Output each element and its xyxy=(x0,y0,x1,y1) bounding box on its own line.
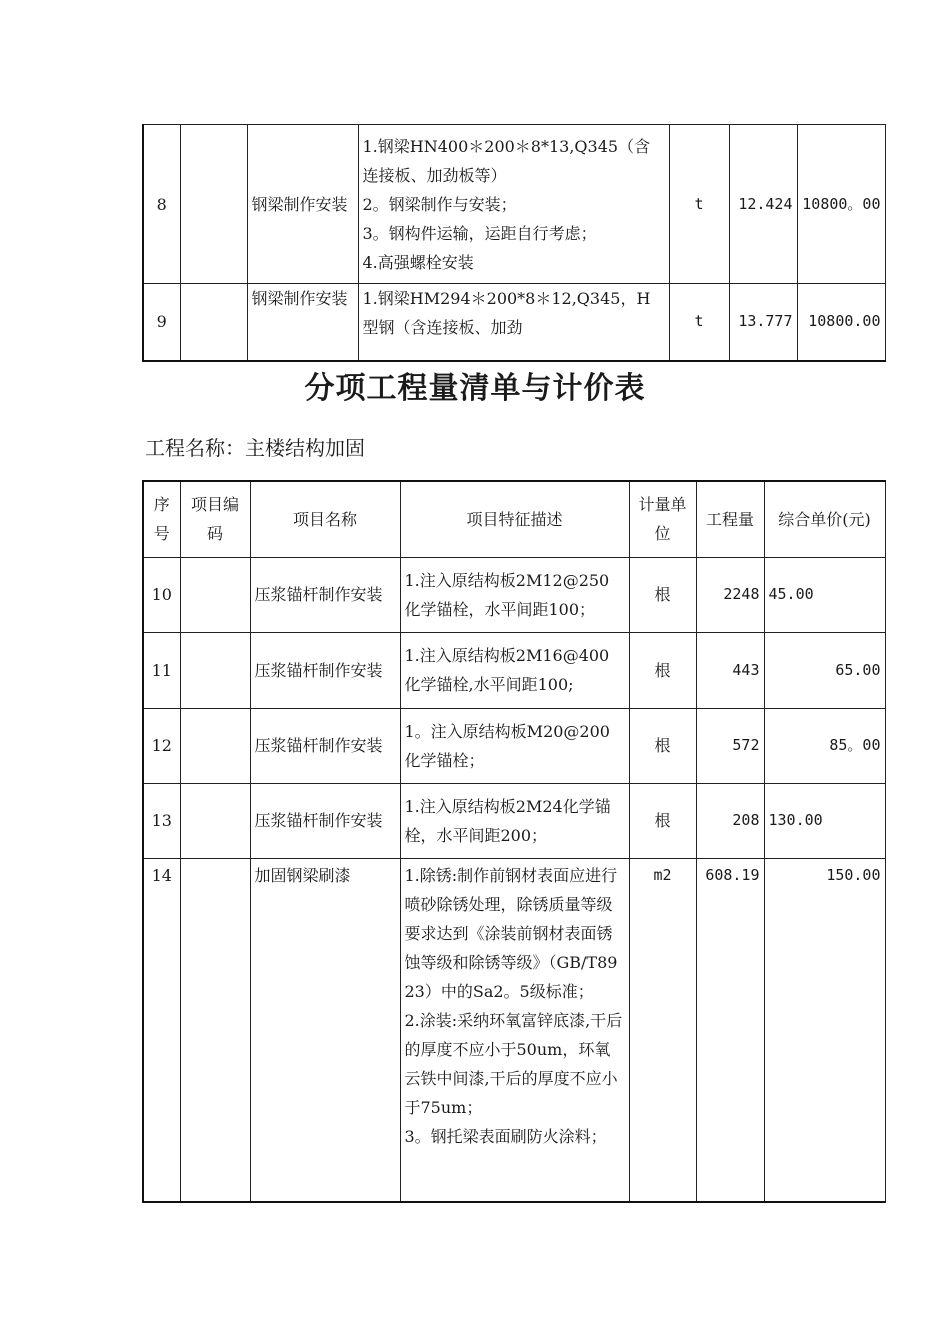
table-row xyxy=(143,557,885,632)
unit: 根 xyxy=(629,783,696,858)
quantity: 2248 xyxy=(696,557,764,632)
project-name: 工程名称：主楼结构加固 xyxy=(145,436,365,460)
header-quantity: 工程量 xyxy=(696,481,764,557)
item-name: 压浆锚杆制作安装 xyxy=(250,632,400,708)
item-code xyxy=(180,557,250,632)
quantity: 12.424 xyxy=(729,125,797,284)
quantity: 208 xyxy=(696,783,764,858)
unit: 根 xyxy=(629,557,696,632)
item-description: 1.注入原结构板2M24化学锚栓，水平间距200； xyxy=(400,783,629,858)
page-title: 分项工程量清单与计价表 xyxy=(304,371,646,406)
row-number: 12 xyxy=(143,708,180,783)
unit: m2 xyxy=(629,858,696,1202)
unit-price: 45.00 xyxy=(764,557,885,632)
continued-bill-table xyxy=(142,124,886,362)
item-description: 1.钢梁HM294＊200*8＊12,Q345，H型钢（含连接板、加劲 xyxy=(358,284,669,361)
header-no: 序号 xyxy=(143,481,180,557)
table-row xyxy=(143,125,885,284)
row-number: 14 xyxy=(143,858,180,1202)
header-unit: 计量单位 xyxy=(629,481,696,557)
item-description: 1.注入原结构板2M12@250化学锚栓，水平间距100； xyxy=(400,557,629,632)
unit-price: 130.00 xyxy=(764,783,885,858)
item-code xyxy=(180,858,250,1202)
row-number: 11 xyxy=(143,632,180,708)
item-name: 压浆锚杆制作安装 xyxy=(250,708,400,783)
unit-price: 85。00 xyxy=(764,708,885,783)
row-number: 13 xyxy=(143,783,180,858)
item-name: 钢梁制作安装 xyxy=(247,125,358,284)
item-description: 1.除锈:制作前钢材表面应进行喷砂除锈处理，除锈质量等级要求达到《涂装前钢材表面锈蚀等级和除锈等级》（GB/T8923）中的Sa2。5级标准； 2.涂装:采纳环氧富锌底漆,干后的厚度不应小于50um，环氧云铁中间漆,干后的厚度不应小于75um； 3。钢托梁表面刷防火涂料； xyxy=(400,858,629,1202)
table-row xyxy=(143,632,885,708)
unit-price: 10800。00 xyxy=(797,125,885,284)
header-unit-price: 综合单价(元) xyxy=(764,481,885,557)
row-number: 8 xyxy=(143,125,180,284)
item-code xyxy=(180,632,250,708)
header-code: 项目编码 xyxy=(180,481,250,557)
item-description: 1.钢梁HN400＊200＊8*13,Q345（含连接板、加劲板等） 2。钢梁制作与安装； 3。钢构件运输，运距自行考虑； 4.高强螺栓安装 xyxy=(358,125,669,284)
item-name: 钢梁制作安装 xyxy=(247,284,358,361)
table-row xyxy=(143,783,885,858)
unit-price: 10800.00 xyxy=(797,284,885,361)
item-name: 压浆锚杆制作安装 xyxy=(250,557,400,632)
table-row xyxy=(143,284,885,361)
item-code xyxy=(180,125,247,284)
quantity: 572 xyxy=(696,708,764,783)
table-row xyxy=(143,858,885,1202)
unit: 根 xyxy=(629,632,696,708)
bill-of-quantities-table xyxy=(142,480,886,1203)
row-number: 10 xyxy=(143,557,180,632)
quantity: 608.19 xyxy=(696,858,764,1202)
item-code xyxy=(180,708,250,783)
item-name: 压浆锚杆制作安装 xyxy=(250,783,400,858)
unit-price: 150.00 xyxy=(764,858,885,1202)
item-code xyxy=(180,284,247,361)
row-number: 9 xyxy=(143,284,180,361)
quantity: 13.777 xyxy=(729,284,797,361)
table-row xyxy=(143,708,885,783)
unit: t xyxy=(669,284,729,361)
table-header-row xyxy=(143,481,885,557)
item-description: 1。注入原结构板M20@200化学锚栓； xyxy=(400,708,629,783)
unit: t xyxy=(669,125,729,284)
item-name: 加固钢梁刷漆 xyxy=(250,858,400,1202)
item-code xyxy=(180,783,250,858)
unit-price: 65.00 xyxy=(764,632,885,708)
item-description: 1.注入原结构板2M16@400化学锚栓,水平间距100; xyxy=(400,632,629,708)
header-name: 项目名称 xyxy=(250,481,400,557)
quantity: 443 xyxy=(696,632,764,708)
unit: 根 xyxy=(629,708,696,783)
header-description: 项目特征描述 xyxy=(400,481,629,557)
